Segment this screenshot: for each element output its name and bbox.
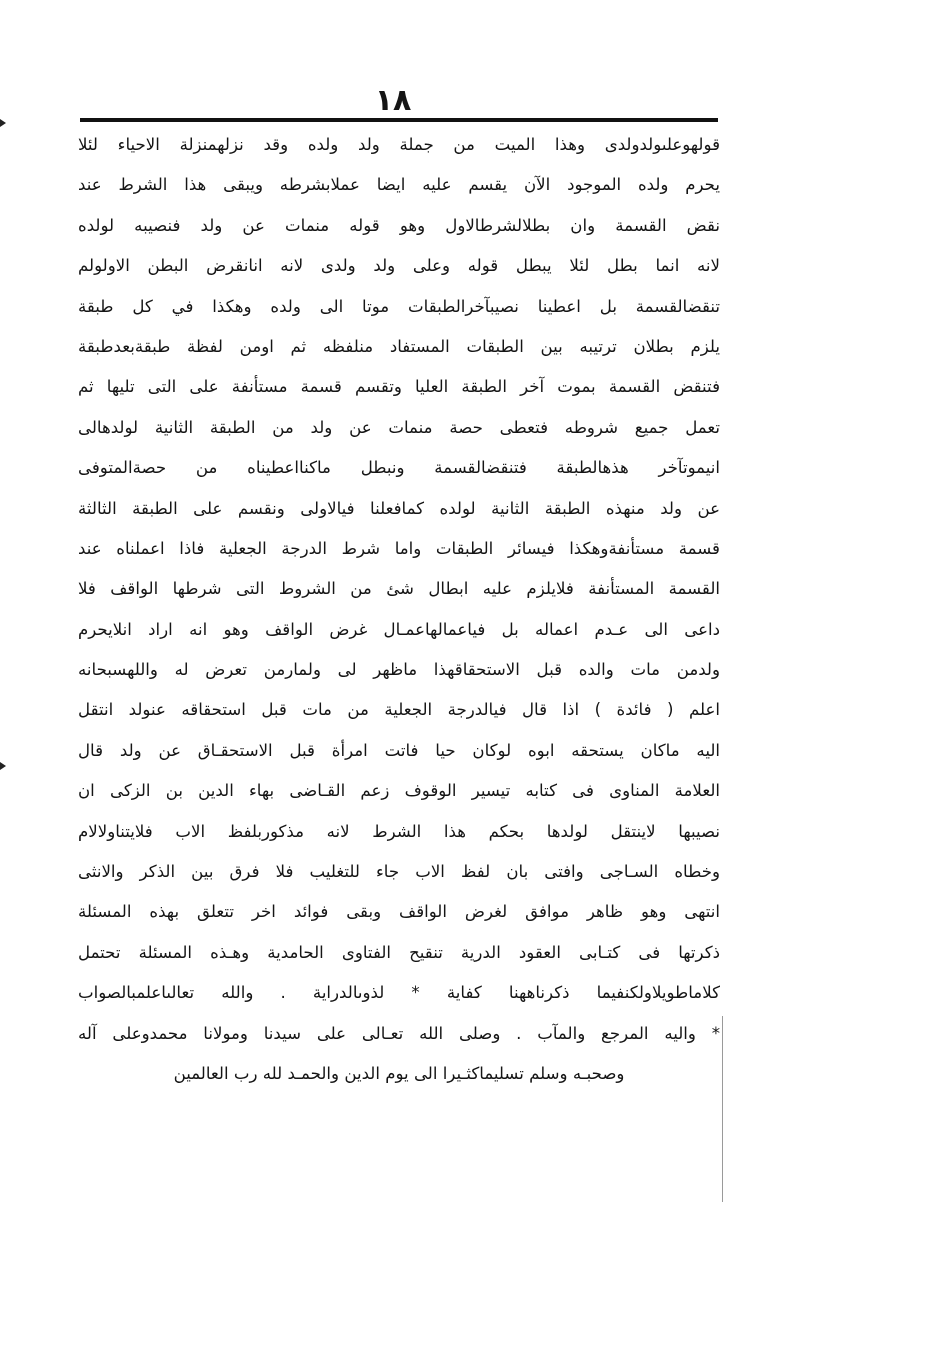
page-number: ١٨ [374, 83, 412, 118]
text-line: تعمل جميع شروطه فتعطى حصة منمات عن ولد من الطبقة الثانية لولدهالى [78, 417, 720, 437]
text-line: يحرم ولده الموجود الآن يقسم عليه ايضا عملابشرطه ويبقى هذا الشرط عند [78, 175, 720, 195]
header-rule [80, 118, 718, 122]
text-line: ولدمن مات والده قبل الاستحقاقهذا ماظهر لى ولمارمن تعرض له واللهسبحانه [78, 660, 720, 680]
text-line: انتهى وهو ظاهر موافق لغرض الواقف وبقى فوائد اخر تتعلق بهذه المسئلة [78, 902, 720, 922]
text-line: قولهوعلىولدولدى وهذا الميت من جملة ولد ولده وقد نزلهمنزلة الاحياء لئلا [78, 135, 720, 154]
text-line: لانه انما بطل لئلا يبطل قوله وعلى ولد ولدى لانه انانقرض البطن الاولولم [78, 256, 720, 276]
text-line: العلامة المناوى فى كتابه تيسير الوقوف زعم القـاضى بهاء الدين بن الزكى ان [78, 781, 720, 801]
margin-line [722, 1016, 723, 1202]
text-line: يلزم بطلان ترتيبه بين الطبقات المستفاد منلفظه ثم اومن لفظة طبقةبعدطبقة [78, 336, 720, 356]
text-line: داعى الى عـدم اعماله بل فياعمالهاعمـال غرض الواقف وهو انه اراد انلايحرم [78, 619, 720, 639]
text-line: قسمة مستأنفةوهكذا فيسائر الطبقات واما شرط الدرجة الجعلية فاذا اعملناه عند [78, 538, 720, 558]
scan-edge-mark [0, 762, 6, 770]
text-line: نقض القسمة وان بطلالشرطالاول وهو قوله منمات عن ولد فنصيبه لولده [78, 215, 720, 235]
text-line: فتنقض القسمة بموت آخر الطبقة العليا وتقسم قسمة مستأنفة على التى تليها ثم [78, 377, 720, 397]
text-line: القسمة المستأنفة فلايلزم عليه ابطال شئ من الشروط التى شرطها الواقف فلا [78, 579, 720, 599]
text-line: وصحبـه وسلم تسليماكثـيرا الى يوم الدين والحمـد لله رب العالمين [173, 1063, 625, 1083]
text-line: عن ولد منهذه الطبقة الثانية لولده كمافعلنا فيالاولى ونقسم على الطبقة الثالثة [78, 498, 720, 518]
text-line: نصيبها لاينتقل لولدها بحكم هذا الشرط لانه مذكوربلفظ الاب فلايتناولالام [78, 821, 720, 841]
text-line: تنقضالقسمة بل اعطينا نصيبآخرالطبقات موتا الى ولده وهكذا في كل طبقة [78, 296, 720, 316]
text-line: * واليه المرجع والمآب . وصلى الله تعـالى على سيدنا ومولانا محمدوعلى آله [78, 1023, 720, 1043]
text-line: ذكرتها فى كتـابى العقود الدرية تنقيح الفتاوى الحامدية وهـذه المسئلة تحتمل [78, 942, 720, 962]
text-line: اعلم ( فائدة ) اذا قال فيالدرجة الجعلية من مات قبل استحقاقه عنولد انتقل [78, 700, 720, 720]
text-line: اليه ماكان يستحقه ابوه لوكان حيا فاتت امرأة قبل الاستحقـاق عن ولد قال [78, 740, 720, 760]
text-line: انيموتآخر هذهالطبقة فتنقضالقسمة ونبطل ماكنااعطيناه من حصةالمتوفى [78, 458, 720, 478]
body-text [78, 125, 720, 1094]
text-line: وخطاه السـاجى وافتى بان لفظ الاب جاء للتغليب فلا فرق بين الذكر والانثى [78, 862, 720, 882]
text-line: كلاماطويلاولكنفيما ذكرناههنا كفاية * لذوىالدراية . والله تعالىاعلمبالصواب [78, 983, 720, 1003]
scan-edge-mark [0, 119, 6, 127]
